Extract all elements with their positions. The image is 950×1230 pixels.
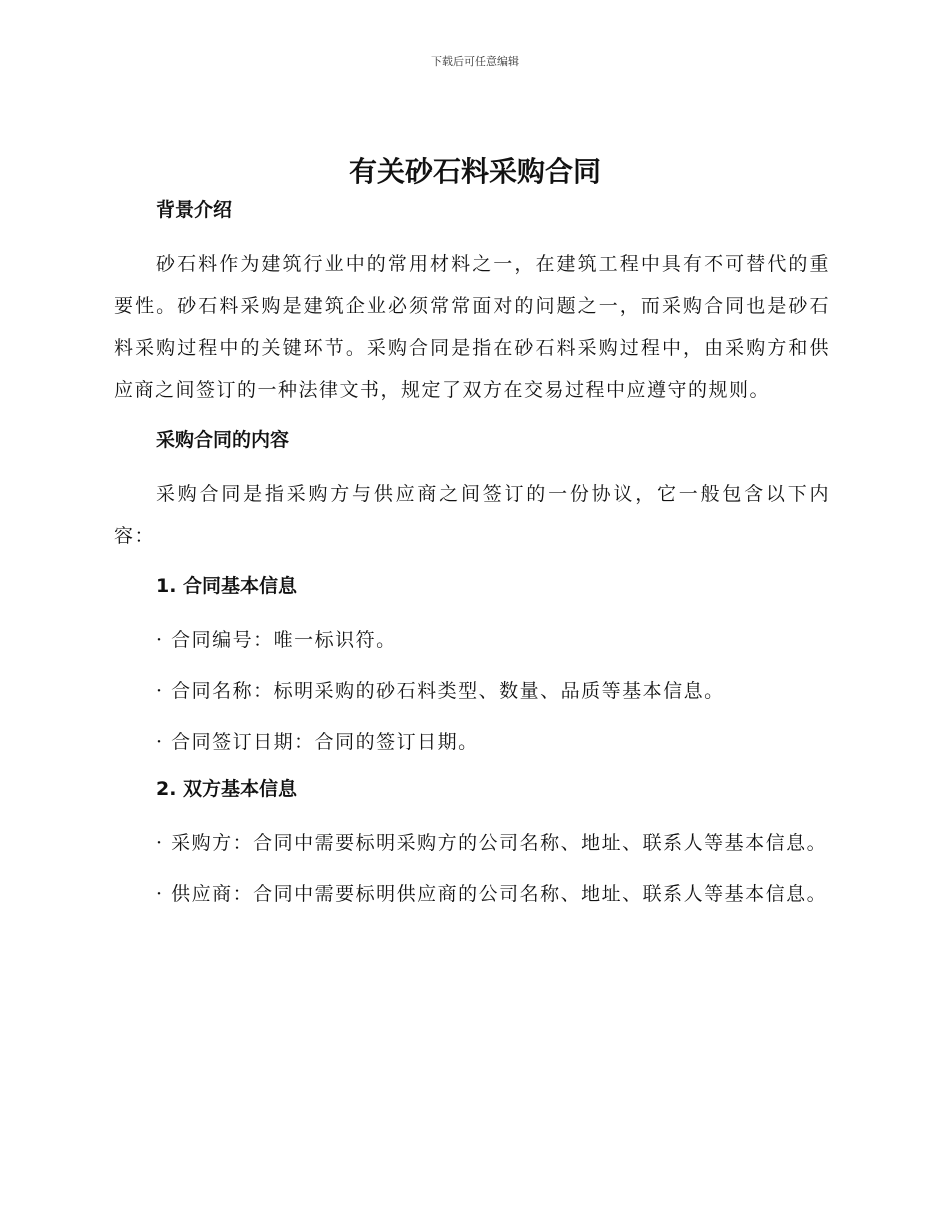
section-heading-contract-contents: 采购合同的内容 <box>156 429 290 451</box>
bullet-contract-date: · 合同签订日期：合同的签订日期。 <box>156 731 479 753</box>
bullet-contract-name: · 合同名称：标明采购的砂石料类型、数量、品质等基本信息。 <box>156 680 725 702</box>
bullet-supplier: · 供应商：合同中需要标明供应商的公司名称、地址、联系人等基本信息。 <box>156 883 828 905</box>
section-heading-background: 背景介绍 <box>156 199 233 221</box>
contract-contents-paragraph: 采购合同是指采购方与供应商之间签订的一份协议，它一般包含以下内容： <box>114 483 830 547</box>
subsection-heading-contract-info: 1. 合同基本信息 <box>156 575 298 597</box>
background-paragraph: 砂石料作为建筑行业中的常用材料之一，在建筑工程中具有不可替代的重要性。砂石料采购是建筑企业必须常常面对的问题之一，而采购合同也是砂石料采购过程中的关键环节。采购合同是指在砂石料采购过程中，由采购方和供应商之间签订的一种法律文书，规定了双方在交易过程中应遵守的规则。 <box>114 253 830 401</box>
subsection-heading-parties-info: 2. 双方基本信息 <box>156 778 298 800</box>
document-body <box>114 193 830 924</box>
document-title: 有关砂石料采购合同 <box>348 155 601 188</box>
bullet-purchaser: · 采购方：合同中需要标明采购方的公司名称、地址、联系人等基本信息。 <box>156 832 828 854</box>
bullet-contract-number: · 合同编号：唯一标识符。 <box>156 629 397 651</box>
page-header-note: 下载后可任意编辑 <box>431 55 519 68</box>
